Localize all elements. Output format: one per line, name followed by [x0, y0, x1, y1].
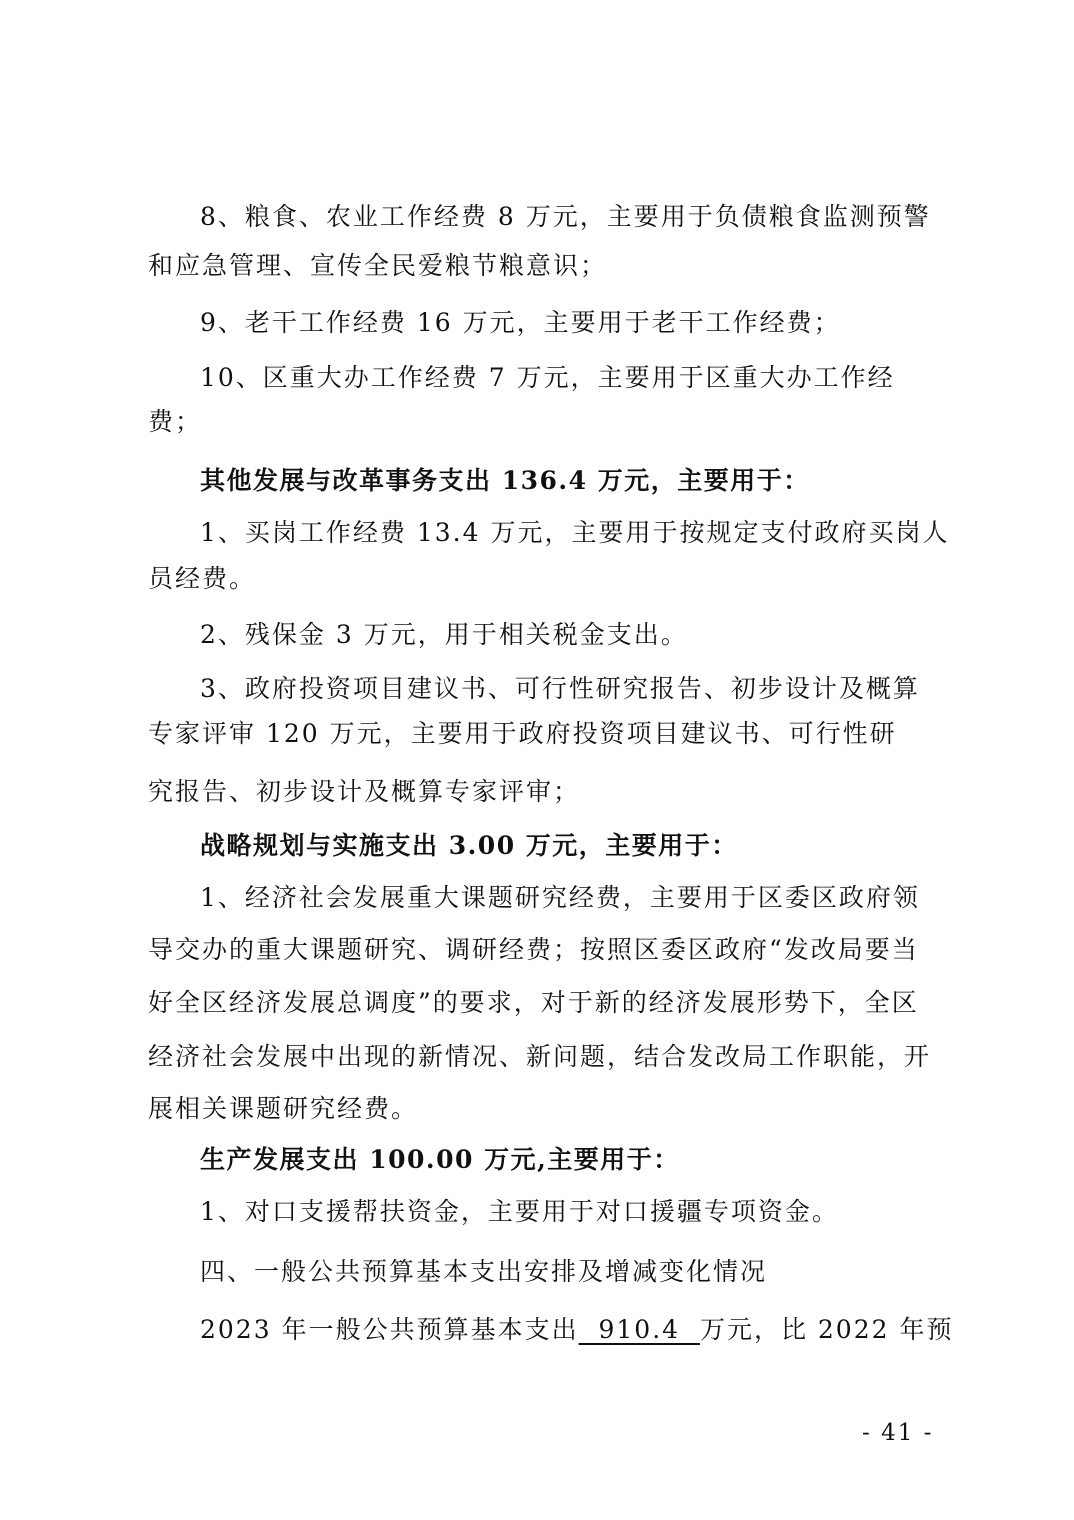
paragraph-line: 经济社会发展中出现的新情况、新问题，结合发改局工作职能，开 — [148, 1042, 932, 1071]
budget-amount: 910.4 — [578, 1315, 700, 1344]
paragraph-line: 专家评审 120 万元，主要用于政府投资项目建议书、可行性研 — [148, 719, 897, 748]
paragraph-line: 10、区重大办工作经费 7 万元，主要用于区重大办工作经 — [200, 363, 895, 392]
paragraph-line-budget — [200, 1313, 953, 1347]
paragraph-line: 好全区经济发展总调度”的要求，对于新的经济发展形势下，全区 — [148, 988, 919, 1017]
paragraph-line: 2、残保金 3 万元，用于相关税金支出。 — [200, 620, 688, 649]
paragraph-line: 8、粮食、农业工作经费 8 万元，主要用于负债粮食监测预警 — [200, 202, 931, 231]
section-heading: 生产发展支出 100.00 万元,主要用于： — [200, 1145, 680, 1174]
section-heading: 战略规划与实施支出 3.00 万元，主要用于： — [200, 831, 738, 860]
paragraph-line: 1、经济社会发展重大课题研究经费，主要用于区委区政府领 — [200, 883, 920, 912]
paragraph-line: 1、买岗工作经费 13.4 万元，主要用于按规定支付政府买岗人 — [200, 518, 950, 547]
paragraph-line: 和应急管理、宣传全民爱粮节粮意识； — [148, 251, 608, 280]
paragraph-line: 3、政府投资项目建议书、可行性研究报告、初步设计及概算 — [200, 674, 920, 703]
budget-prefix: 2023 年一般公共预算基本支出 — [200, 1315, 579, 1344]
page-number: - 41 - — [862, 1420, 934, 1446]
budget-suffix: 万元，比 2022 年预 — [699, 1315, 954, 1344]
paragraph-line: 费； — [148, 407, 203, 436]
paragraph-line: 员经费。 — [148, 564, 257, 593]
paragraph-line: 究报告、初步设计及概算专家评审； — [148, 777, 581, 806]
paragraph-line: 9、老干工作经费 16 万元，主要用于老干工作经费； — [200, 308, 841, 337]
section-heading: 其他发展与改革事务支出 136.4 万元，主要用于： — [200, 466, 810, 495]
paragraph-line: 导交办的重大课题研究、调研经费；按照区委区政府“发改局要当 — [148, 935, 919, 964]
section-heading-four: 四、一般公共预算基本支出安排及增减变化情况 — [200, 1257, 768, 1286]
paragraph-line: 1、对口支援帮扶资金，主要用于对口援疆专项资金。 — [200, 1197, 839, 1226]
paragraph-line: 展相关课题研究经费。 — [148, 1094, 419, 1123]
